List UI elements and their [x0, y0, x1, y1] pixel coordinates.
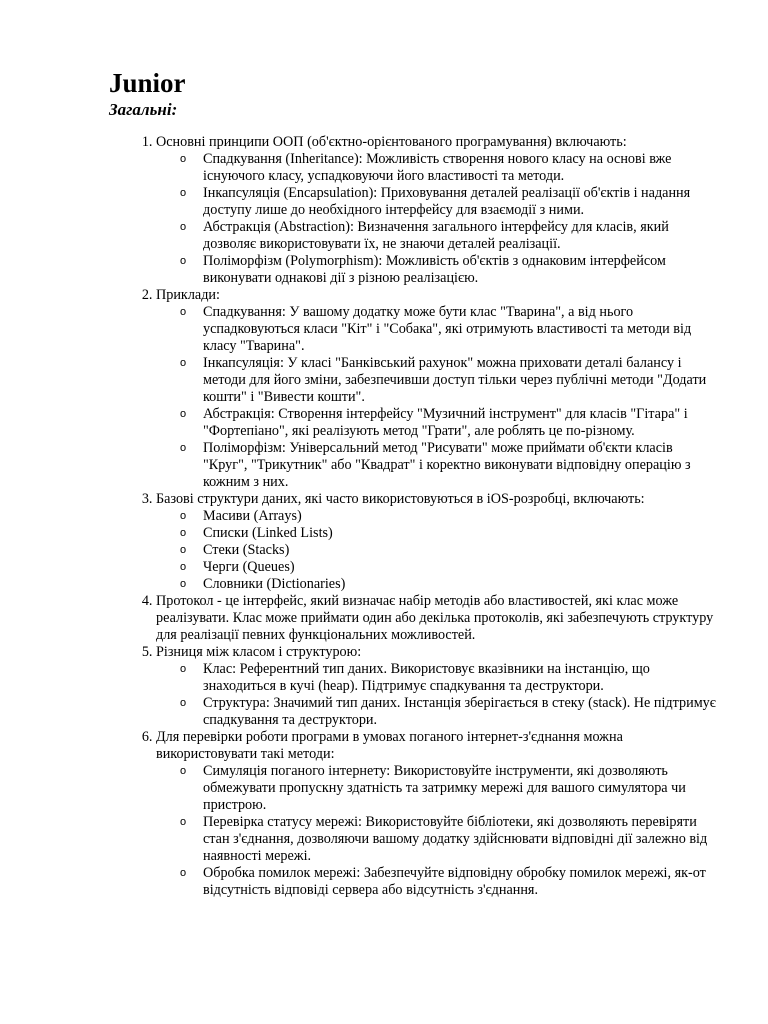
list-item-4 [156, 593, 719, 644]
document-title: Junior [109, 68, 186, 98]
sub-list [156, 304, 719, 491]
sub-item: o Стеки (Stacks) [203, 542, 719, 559]
sub-list [156, 151, 719, 287]
section-subtitle: Загальні: [109, 100, 178, 119]
sub-item: o Обробка помилок мережі: Забезпечуйте відповідну обробку помилок мережі, як-от відсутність відповіді сервера або відсутність з'єднання. [203, 865, 719, 899]
sub-item: o Клас: Референтний тип даних. Використовує вказівники на інстанцію, що знаходиться в кучі (heap). Підтримує спадкування та деструктори. [203, 661, 719, 695]
sub-item: o Списки (Linked Lists) [203, 525, 719, 542]
main-list [109, 134, 719, 899]
sub-item: o Спадкування (Inheritance): Можливість створення нового класу на основі вже існуючого класу, успадковуючи його властивості та методи. [203, 151, 719, 185]
list-item-text: Базові структури даних, які часто використовуються в iOS-розробці, включають: [156, 491, 645, 507]
sub-item: o Інкапсуляція (Encapsulation): Приховування деталей реалізації об'єктів і надання доступу лише до необхідного інтерфейсу для взаємодії з ними. [203, 185, 719, 219]
sub-item: o Інкапсуляція: У класі "Банківський рахунок" можна приховати деталі балансу і методи для його зміни, забезпечивши доступ тільки через публічні методи "Додати кошти" і "Вивести кошти". [203, 355, 719, 406]
sub-item: o Абстракція (Abstraction): Визначення загального інтерфейсу для класів, який дозволяє використовувати їх, не знаючи деталей реалізації. [203, 219, 719, 253]
sub-item: o Перевірка статусу мережі: Використовуйте бібліотеки, які дозволяють перевіряти стан з'єднання, дозволяючи вашому додатку здійснювати відповідні дії залежно від наявності мережі. [203, 814, 719, 865]
sub-item: o Поліморфізм (Polymorphism): Можливість об'єктів з однаковим інтерфейсом виконувати однакові дії з різною реалізацією. [203, 253, 719, 287]
list-item-text: Приклади: [156, 287, 220, 303]
sub-item: o Структура: Значимий тип даних. Інстанція зберігається в стеку (stack). Не підтримує спадкування та деструктори. [203, 695, 719, 729]
document-content [109, 134, 719, 899]
list-item-6 [156, 729, 719, 899]
list-item-1 [156, 134, 719, 287]
sub-item: o Черги (Queues) [203, 559, 719, 576]
list-item-text: Протокол - це інтерфейс, який визначає набір методів або властивостей, які клас може реалізувати. Клас може приймати один або декілька протоколів, які забезпечують структуру для реалізації певних функціональних можливостей. [156, 593, 714, 643]
sub-item: o Масиви (Arrays) [203, 508, 719, 525]
list-item-5 [156, 644, 719, 729]
list-item-text: Для перевірки роботи програми в умовах поганого інтернет-з'єднання можна використовувати такі методи: [156, 729, 623, 762]
list-item-text: Основні принципи ООП (об'єктно-орієнтованого програмування) включають: [156, 134, 627, 150]
sub-item: o Поліморфізм: Універсальний метод "Рисувати" може приймати об'єкти класів "Круг", "Трикутник" або "Квадрат" і коректно виконувати відповідну операцію з кожним з них. [203, 440, 719, 491]
list-item-2 [156, 287, 719, 491]
sub-list [156, 763, 719, 899]
sub-item: o Абстракція: Створення інтерфейсу "Музичний інструмент" для класів "Гітара" і "Фортепіано", які реалізують метод "Грати", але роблять це по-різному. [203, 406, 719, 440]
sub-list [156, 508, 719, 593]
sub-list [156, 661, 719, 729]
sub-item: o Словники (Dictionaries) [203, 576, 719, 593]
list-item-3 [156, 491, 719, 593]
list-item-text: Різниця між класом і структурою: [156, 644, 362, 660]
sub-item: o Спадкування: У вашому додатку може бути клас "Тварина", а від нього успадковуються класи "Кіт" і "Собака", які отримують властивості та методи від класу "Тварина". [203, 304, 719, 355]
sub-item: o Симуляція поганого інтернету: Використовуйте інструменти, які дозволяють обмежувати пропускну здатність та затримку мережі для вашого симулятора чи пристрою. [203, 763, 719, 814]
